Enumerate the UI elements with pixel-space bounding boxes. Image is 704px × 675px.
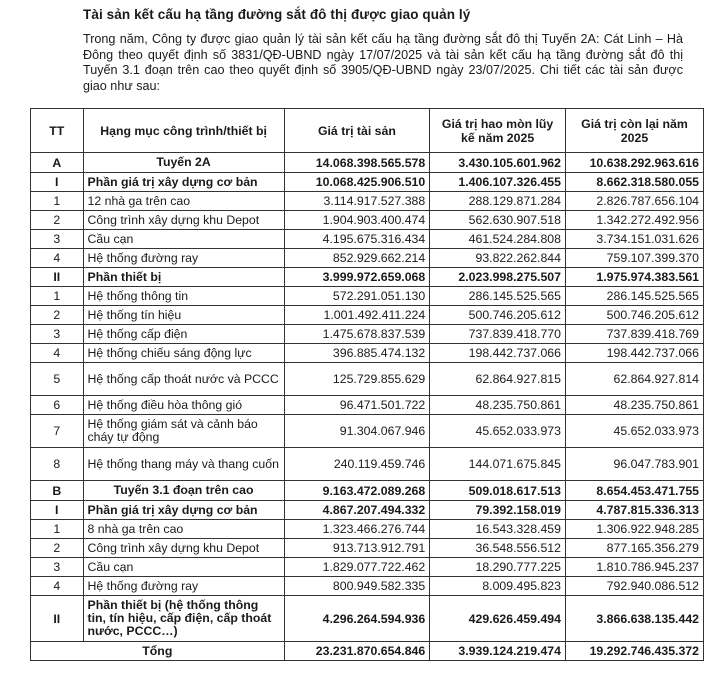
row-remaining-value: 62.864.927.814 [565, 363, 703, 396]
row-tt: 6 [31, 396, 84, 415]
row-item-name: Phần giá trị xây dựng cơ bản [83, 173, 284, 192]
table-row [31, 577, 704, 596]
row-asset-value: 1.904.903.400.474 [284, 211, 430, 230]
row-tt: A [31, 153, 84, 173]
row-tt: B [31, 481, 84, 501]
row-remaining-value: 2.826.787.656.104 [565, 192, 703, 211]
row-item-name: Phần thiết bị [83, 268, 284, 287]
row-tt: I [31, 501, 84, 520]
header-item: Hạng mục công trình/thiết bị [83, 109, 284, 153]
row-asset-value: 852.929.662.214 [284, 249, 430, 268]
row-remaining-value: 8.654.453.471.755 [565, 481, 703, 501]
table-row [31, 249, 704, 268]
row-asset-value: 1.323.466.276.744 [284, 520, 430, 539]
row-item-name: Tuyến 2A [83, 153, 284, 173]
row-depreciation: 3.430.105.601.962 [430, 153, 566, 173]
table-row [31, 211, 704, 230]
row-item-name: Cầu cạn [83, 558, 284, 577]
row-remaining-value: 8.662.318.580.055 [565, 173, 703, 192]
table-row [31, 363, 704, 396]
row-remaining-value: 286.145.525.565 [565, 287, 703, 306]
section-heading: Tài sản kết cấu hạ tầng đường sắt đô thị được giao quản lý [83, 7, 471, 22]
row-remaining-value: 96.047.783.901 [565, 448, 703, 481]
row-asset-value: 572.291.051.130 [284, 287, 430, 306]
row-item-name: Phần thiết bị (hệ thống thông tin, tín hiệu, cấp điện, cấp thoát nước, PCCC…) [83, 596, 284, 642]
row-asset-value: 125.729.855.629 [284, 363, 430, 396]
row-remaining-value: 759.107.399.370 [565, 249, 703, 268]
row-remaining-value: 500.746.205.612 [565, 306, 703, 325]
row-asset-value: 4.867.207.494.332 [284, 501, 430, 520]
row-asset-value: 3.114.917.527.388 [284, 192, 430, 211]
asset-table [30, 108, 704, 661]
total-asset-value: 23.231.870.654.846 [284, 642, 430, 661]
row-remaining-value: 737.839.418.769 [565, 325, 703, 344]
row-tt: I [31, 173, 84, 192]
table-row [31, 192, 704, 211]
row-depreciation: 461.524.284.808 [430, 230, 566, 249]
table-body [31, 153, 704, 642]
table-row [31, 325, 704, 344]
row-depreciation: 36.548.556.512 [430, 539, 566, 558]
row-remaining-value: 3.734.151.031.626 [565, 230, 703, 249]
row-asset-value: 1.475.678.837.539 [284, 325, 430, 344]
row-remaining-value: 4.787.815.336.313 [565, 501, 703, 520]
row-tt: 2 [31, 211, 84, 230]
table-row [31, 230, 704, 249]
table-header-row [31, 109, 704, 153]
row-tt: 4 [31, 344, 84, 363]
row-depreciation: 500.746.205.612 [430, 306, 566, 325]
row-tt: II [31, 596, 84, 642]
row-item-name: Phần giá trị xây dựng cơ bản [83, 501, 284, 520]
row-asset-value: 1.829.077.722.462 [284, 558, 430, 577]
row-asset-value: 800.949.582.335 [284, 577, 430, 596]
row-asset-value: 3.999.972.659.068 [284, 268, 430, 287]
row-asset-value: 10.068.425.906.510 [284, 173, 430, 192]
row-tt: 4 [31, 249, 84, 268]
row-depreciation: 79.392.158.019 [430, 501, 566, 520]
header-tt: TT [31, 109, 84, 153]
row-tt: 3 [31, 558, 84, 577]
row-remaining-value: 792.940.086.512 [565, 577, 703, 596]
table-row [31, 501, 704, 520]
row-depreciation: 62.864.927.815 [430, 363, 566, 396]
row-asset-value: 1.001.492.411.224 [284, 306, 430, 325]
row-item-name: Hệ thống cấp điện [83, 325, 284, 344]
row-depreciation: 48.235.750.861 [430, 396, 566, 415]
row-asset-value: 240.119.459.746 [284, 448, 430, 481]
row-remaining-value: 1.810.786.945.237 [565, 558, 703, 577]
row-asset-value: 14.068.398.565.578 [284, 153, 430, 173]
row-depreciation: 288.129.871.284 [430, 192, 566, 211]
row-tt: 1 [31, 192, 84, 211]
row-item-name: Hệ thống đường ray [83, 577, 284, 596]
row-remaining-value: 877.165.356.279 [565, 539, 703, 558]
row-remaining-value: 1.342.272.492.956 [565, 211, 703, 230]
row-tt: 4 [31, 577, 84, 596]
row-item-name: 8 nhà ga trên cao [83, 520, 284, 539]
row-item-name: Hệ thống điều hòa thông gió [83, 396, 284, 415]
table-row [31, 173, 704, 192]
row-depreciation: 1.406.107.326.455 [430, 173, 566, 192]
row-item-name: Hệ thống thang máy và thang cuốn [83, 448, 284, 481]
row-item-name: Công trình xây dựng khu Depot [83, 539, 284, 558]
row-tt: 2 [31, 539, 84, 558]
row-remaining-value: 1.306.922.948.285 [565, 520, 703, 539]
intro-paragraph: Trong năm, Công ty được giao quản lý tài sản kết cấu hạ tầng đường sắt đô thị Tuyến 2A: Cát Linh – Hà Đông theo quyết định số 3831/QĐ-UBND ngày 17/07/2025 và tài sản kết cấu hạ tầng đường sắt đô thị Tuyến 3.1 đoạn trên cao theo quyết định số 3905/QĐ-UBND ngày 23/07/2025. Chi tiết các tài sản được giao như sau: [83, 32, 683, 93]
row-depreciation: 93.822.262.844 [430, 249, 566, 268]
header-asset-value: Giá trị tài sản [284, 109, 430, 153]
row-remaining-value: 10.638.292.963.616 [565, 153, 703, 173]
row-item-name: Hệ thống cấp thoát nước và PCCC [83, 363, 284, 396]
row-remaining-value: 45.652.033.973 [565, 415, 703, 448]
row-item-name: Tuyến 3.1 đoạn trên cao [83, 481, 284, 501]
row-asset-value: 913.713.912.791 [284, 539, 430, 558]
table-row [31, 448, 704, 481]
row-depreciation: 286.145.525.565 [430, 287, 566, 306]
row-depreciation: 45.652.033.973 [430, 415, 566, 448]
row-tt: 3 [31, 325, 84, 344]
row-item-name: Hệ thống đường ray [83, 249, 284, 268]
row-remaining-value: 48.235.750.861 [565, 396, 703, 415]
row-depreciation: 16.543.328.459 [430, 520, 566, 539]
row-depreciation: 8.009.495.823 [430, 577, 566, 596]
table-row [31, 481, 704, 501]
table-row [31, 520, 704, 539]
total-label: Tổng [31, 642, 285, 661]
header-remaining-value: Giá trị còn lại năm 2025 [565, 109, 703, 153]
row-item-name: Cầu cạn [83, 230, 284, 249]
row-item-name: Hệ thống thông tin [83, 287, 284, 306]
table-row [31, 396, 704, 415]
table-row [31, 558, 704, 577]
row-tt: 1 [31, 287, 84, 306]
table-row [31, 415, 704, 448]
row-depreciation: 737.839.418.770 [430, 325, 566, 344]
table-row [31, 596, 704, 642]
row-remaining-value: 1.975.974.383.561 [565, 268, 703, 287]
row-tt: 1 [31, 520, 84, 539]
table-row [31, 153, 704, 173]
row-depreciation: 198.442.737.066 [430, 344, 566, 363]
total-depreciation: 3.939.124.219.474 [430, 642, 566, 661]
row-item-name: Công trình xây dựng khu Depot [83, 211, 284, 230]
row-asset-value: 396.885.474.132 [284, 344, 430, 363]
table-row [31, 287, 704, 306]
row-item-name: 12 nhà ga trên cao [83, 192, 284, 211]
row-tt: 7 [31, 415, 84, 448]
row-remaining-value: 3.866.638.135.442 [565, 596, 703, 642]
row-asset-value: 9.163.472.089.268 [284, 481, 430, 501]
total-row [31, 642, 704, 661]
row-asset-value: 4.296.264.594.936 [284, 596, 430, 642]
row-asset-value: 4.195.675.316.434 [284, 230, 430, 249]
row-tt: II [31, 268, 84, 287]
row-depreciation: 509.018.617.513 [430, 481, 566, 501]
table-row [31, 306, 704, 325]
total-remaining-value: 19.292.746.435.372 [565, 642, 703, 661]
row-item-name: Hệ thống giám sát và cảnh báo cháy tự động [83, 415, 284, 448]
row-depreciation: 2.023.998.275.507 [430, 268, 566, 287]
row-tt: 5 [31, 363, 84, 396]
row-tt: 8 [31, 448, 84, 481]
row-depreciation: 562.630.907.518 [430, 211, 566, 230]
row-depreciation: 18.290.777.225 [430, 558, 566, 577]
row-asset-value: 96.471.501.722 [284, 396, 430, 415]
row-depreciation: 429.626.459.494 [430, 596, 566, 642]
row-tt: 3 [31, 230, 84, 249]
row-item-name: Hệ thống tín hiệu [83, 306, 284, 325]
header-depreciation: Giá trị hao mòn lũy kế năm 2025 [430, 109, 566, 153]
table-row [31, 344, 704, 363]
row-tt: 2 [31, 306, 84, 325]
table-row [31, 268, 704, 287]
row-asset-value: 91.304.067.946 [284, 415, 430, 448]
row-remaining-value: 198.442.737.066 [565, 344, 703, 363]
table-row [31, 539, 704, 558]
row-depreciation: 144.071.675.845 [430, 448, 566, 481]
row-item-name: Hệ thống chiếu sáng động lực [83, 344, 284, 363]
